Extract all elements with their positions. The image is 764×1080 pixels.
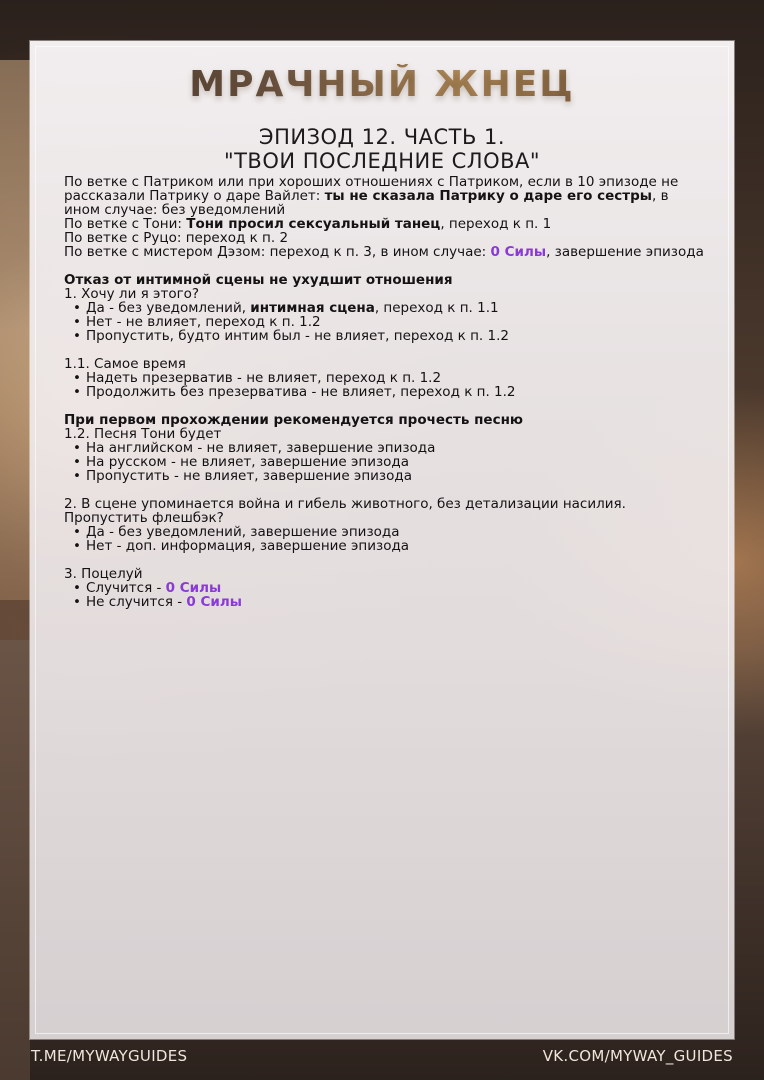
section-1-2-note: При первом прохождении рекомендуется прочесть песню xyxy=(64,412,524,428)
list-item: • На русском - не влияет, завершение эпизода xyxy=(64,455,704,469)
list-item: • Надеть презерватив - не влияет, переход к п. 1.2 xyxy=(64,371,704,385)
list-item: • Не случится - 0 Силы xyxy=(64,595,704,609)
intro-death: По ветке с мистером Дэзом: переход к п. 3, в ином случае: 0 Силы, завершение эпизода xyxy=(64,244,704,260)
list-item: • На английском - не влияет, завершение эпизода xyxy=(64,441,704,455)
intro-patrick: По ветке с Патриком или при хороших отношениях с Патриком, если в 10 эпизоде не рассказали Патрику о даре Вайлет: ты не сказала Патрику о даре его сестры, в ином случае: без уведомлений xyxy=(64,174,679,218)
section-1-1-question: 1.1. Самое время xyxy=(64,356,186,372)
section-2-question: 2. В сцене упоминается война и гибель животного, без детализации насилия. Пропустить флешбэк? xyxy=(64,496,626,526)
list-item: • Да - без уведомлений, интимная сцена, переход к п. 1.1 xyxy=(64,301,704,315)
intro-rutso: По ветке с Руцо: переход к п. 2 xyxy=(64,230,289,246)
background-bed xyxy=(0,640,30,1080)
section-1-2-options xyxy=(64,441,704,483)
list-item: • Пропустить, будто интим был - не влияет, переход к п. 1.2 xyxy=(64,329,704,343)
list-item: • Продолжить без презерватива - не влияет, переход к п. 1.2 xyxy=(64,385,704,399)
power-value: 0 Силы xyxy=(490,244,547,260)
guide-content xyxy=(64,175,704,609)
section-2-options xyxy=(64,525,704,553)
vk-link[interactable]: VK.COM/MYWAY_GUIDES xyxy=(542,1047,733,1065)
section-1-question: 1. Хочу ли я этого? xyxy=(64,286,200,302)
episode-number: ЭПИЗОД 12. ЧАСТЬ 1. xyxy=(258,125,506,149)
power-value: 0 Силы xyxy=(186,594,242,610)
list-item: • Да - без уведомлений, завершение эпизода xyxy=(64,525,704,539)
section-1-options xyxy=(64,301,704,343)
section-1-note: Отказ от интимной сцены не ухудшит отношения xyxy=(64,272,453,288)
list-item: • Нет - не влияет, переход к п. 1.2 xyxy=(64,315,704,329)
page-title: МРАЧНЫЙ ЖНЕЦ xyxy=(0,64,764,105)
list-item: • Нет - доп. информация, завершение эпизода xyxy=(64,539,704,553)
intro-tony: По ветке с Тони: Тони просил сексуальный танец, переход к п. 1 xyxy=(64,216,552,232)
section-1-2-question: 1.2. Песня Тони будет xyxy=(64,426,222,442)
list-item: • Пропустить - не влияет, завершение эпизода xyxy=(64,469,704,483)
section-3-options xyxy=(64,581,704,609)
power-value: 0 Силы xyxy=(165,580,222,596)
section-1-1-options xyxy=(64,371,704,399)
episode-heading xyxy=(0,125,764,173)
episode-title: "ТВОИ ПОСЛЕДНИЕ СЛОВА" xyxy=(223,149,541,173)
section-3-question: 3. Поцелуй xyxy=(64,566,143,582)
list-item: • Случится - 0 Силы xyxy=(64,581,704,595)
telegram-link[interactable]: T.ME/MYWAYGUIDES xyxy=(31,1047,188,1065)
